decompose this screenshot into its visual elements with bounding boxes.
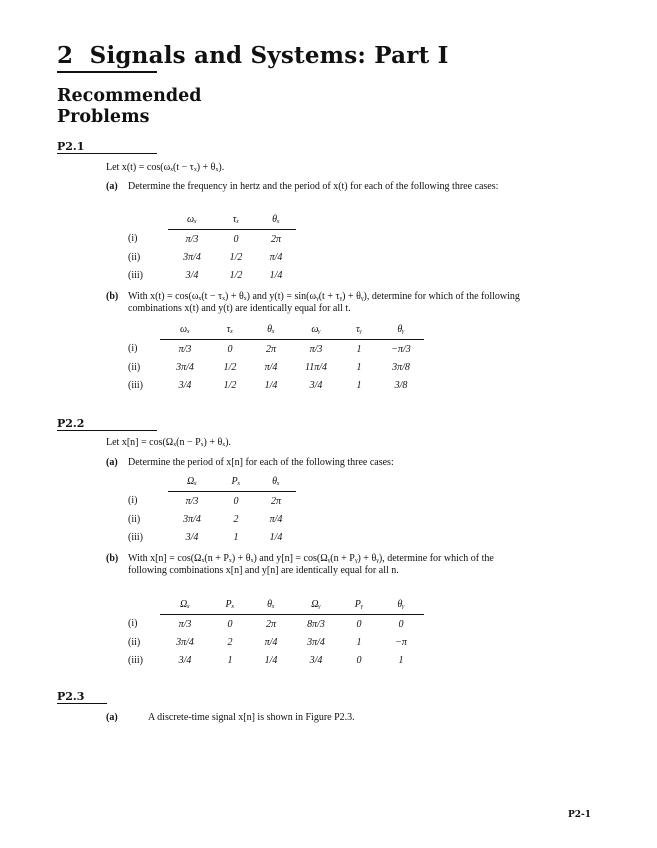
table-cell: −π [395, 636, 407, 648]
row-label: (ii) [128, 251, 141, 263]
p2-2-a-table [128, 471, 296, 546]
table-cell: 3π/4 [183, 513, 201, 525]
table-cell: 1 [356, 636, 362, 648]
p2-1-a-table [128, 209, 296, 284]
table-cell: 0 [233, 233, 239, 245]
row-label: (iii) [128, 269, 143, 281]
p2-1-intro: Let x(t) = cos(ωₓ(t − τₓ) + θₓ). [106, 162, 225, 173]
column-header: θₓ [256, 209, 296, 230]
column-header: ωᵧ [292, 319, 340, 340]
table-cell: 0 [356, 654, 362, 666]
table-cell: 1 [356, 343, 362, 355]
column-header: θₓ [256, 471, 296, 492]
table-cell: π/4 [269, 251, 283, 263]
p2-2-intro: Let x[n] = cos(Ωₓ(n − Pₓ) + θₓ). [106, 437, 232, 448]
column-header: τᵧ [340, 319, 378, 340]
table-cell: π/3 [178, 343, 192, 355]
p2-3-a-text: A discrete-time signal x[n] is shown in Figure P2.3. [148, 712, 355, 723]
table-row [128, 615, 424, 634]
table-row [128, 266, 296, 284]
column-header: θₓ [250, 594, 292, 615]
table-cell: 3π/4 [307, 636, 325, 648]
table-row [128, 358, 424, 376]
column-header: Pₓ [216, 471, 256, 492]
table-cell: π/4 [264, 636, 278, 648]
table-header-row [128, 319, 424, 340]
row-label: (ii) [128, 361, 141, 373]
column-header: θᵧ [378, 594, 424, 615]
table-cell: 0 [356, 618, 362, 630]
table-cell: 1 [233, 531, 239, 543]
column-header: Ωₓ [168, 471, 216, 492]
table-cell: π/4 [264, 361, 278, 373]
table-row [128, 528, 296, 546]
table-cell: 2 [227, 636, 233, 648]
section-title-line2: Problems [57, 107, 150, 127]
table-cell: 1 [356, 361, 362, 373]
p2-3-a-label: (a) [106, 712, 118, 723]
table-cell: 1/4 [269, 531, 283, 543]
chapter-number: 2 [57, 42, 74, 69]
table-cell: 3/4 [309, 654, 323, 666]
table-row [128, 633, 424, 651]
p2-1-b-text: With x(t) = cos(ωₓ(t − τₓ) + θₓ) and y(t) = sin(ωᵧ(t + τᵧ) + θᵧ), determine for which of the following combinations x(t) and y(t) are identically equal for all t. [128, 291, 520, 314]
table-cell: 2π [265, 343, 276, 355]
p2-2-b-table [128, 594, 424, 669]
table-cell: 1 [398, 654, 404, 666]
table-cell: 0 [233, 495, 239, 507]
table-cell: 3/4 [185, 269, 199, 281]
table-row [128, 510, 296, 528]
row-label: (iii) [128, 531, 143, 543]
p2-1-b-label: (b) [106, 291, 119, 302]
problem-rule-p2-2 [57, 430, 157, 431]
row-label: (ii) [128, 513, 141, 525]
row-label: (i) [128, 618, 138, 630]
table-row [128, 340, 424, 359]
table-cell: 1/4 [264, 379, 278, 391]
column-header: Ωₓ [160, 594, 210, 615]
p2-2-b-text: With x[n] = cos(Ωₓ(n + Pₓ) + θₓ) and y[n] = cos(Ωᵧ(n + Pᵧ) + θᵧ), determine for which of the following combinations x[n] and y[n] are identically equal for all n. [128, 553, 494, 576]
table-cell: π/3 [185, 495, 199, 507]
table-cell: 8π/3 [307, 618, 325, 630]
column-header: ωₓ [168, 209, 216, 230]
table-cell: 1/2 [223, 361, 237, 373]
table-cell: 3π/4 [183, 251, 201, 263]
table-cell: 0 [398, 618, 404, 630]
table-row [128, 651, 424, 669]
table-cell: 1/2 [229, 251, 243, 263]
column-header: τₓ [216, 209, 256, 230]
table-header-row [128, 471, 296, 492]
p2-2-b-label: (b) [106, 553, 119, 564]
row-label: (iii) [128, 379, 143, 391]
problem-label-p2-2: P2.2 [57, 417, 85, 430]
chapter-title [57, 42, 449, 69]
chapter-rule [57, 71, 157, 73]
section-title-line1: Recommended [57, 86, 202, 106]
p2-1-b-table [128, 319, 424, 394]
column-header: Pₓ [210, 594, 250, 615]
table-cell: 2π [265, 618, 276, 630]
problem-label-p2-1: P2.1 [57, 140, 85, 153]
table-cell: 0 [227, 343, 233, 355]
table-cell: 2π [270, 233, 281, 245]
table-cell: π/3 [185, 233, 199, 245]
table-cell: 1 [227, 654, 233, 666]
column-header: θᵧ [378, 319, 424, 340]
table-cell: 1 [356, 379, 362, 391]
row-label: (ii) [128, 636, 141, 648]
problem-rule-p2-1 [57, 153, 157, 154]
table-cell: 3/8 [394, 379, 408, 391]
table-cell: 0 [227, 618, 233, 630]
section-title [57, 86, 202, 128]
table-row [128, 248, 296, 266]
page-number: P2-1 [568, 810, 592, 820]
row-label: (i) [128, 343, 138, 355]
table-cell: 1/4 [264, 654, 278, 666]
column-header: ωₓ [160, 319, 210, 340]
table-cell: 3/4 [178, 379, 192, 391]
table-cell: 3π/4 [176, 361, 194, 373]
p2-2-a-text: Determine the period of x[n] for each of the following three cases: [128, 457, 394, 468]
problem-rule-p2-3 [57, 703, 107, 704]
column-header: Ωᵧ [292, 594, 340, 615]
table-header-row [128, 209, 296, 230]
row-label: (iii) [128, 654, 143, 666]
column-header: θₓ [250, 319, 292, 340]
table-cell: −π/3 [391, 343, 411, 355]
table-cell: 2 [233, 513, 239, 525]
table-cell: π/3 [309, 343, 323, 355]
table-cell: 1/2 [229, 269, 243, 281]
table-cell: 1/2 [223, 379, 237, 391]
row-label: (i) [128, 233, 138, 245]
p2-2-a-label: (a) [106, 457, 118, 468]
chapter-title-text: Signals and Systems: Part I [89, 42, 449, 69]
table-cell: π/4 [269, 513, 283, 525]
table-cell: 3/4 [178, 654, 192, 666]
p2-1-a-label: (a) [106, 181, 118, 192]
table-cell: 11π/4 [304, 361, 328, 373]
column-header: Pᵧ [340, 594, 378, 615]
table-row [128, 230, 296, 249]
table-header-row [128, 594, 424, 615]
row-label: (i) [128, 495, 138, 507]
table-cell: 3/4 [309, 379, 323, 391]
column-header: τₓ [210, 319, 250, 340]
table-cell: 3/4 [185, 531, 199, 543]
table-cell: 1/4 [269, 269, 283, 281]
table-row [128, 492, 296, 511]
table-cell: 3π/4 [176, 636, 194, 648]
table-cell: 3π/8 [392, 361, 410, 373]
table-row [128, 376, 424, 394]
p2-1-a-text: Determine the frequency in hertz and the period of x(t) for each of the following three cases: [128, 181, 499, 192]
problem-label-p2-3: P2.3 [57, 690, 85, 703]
table-cell: 2π [270, 495, 281, 507]
table-cell: π/3 [178, 618, 192, 630]
